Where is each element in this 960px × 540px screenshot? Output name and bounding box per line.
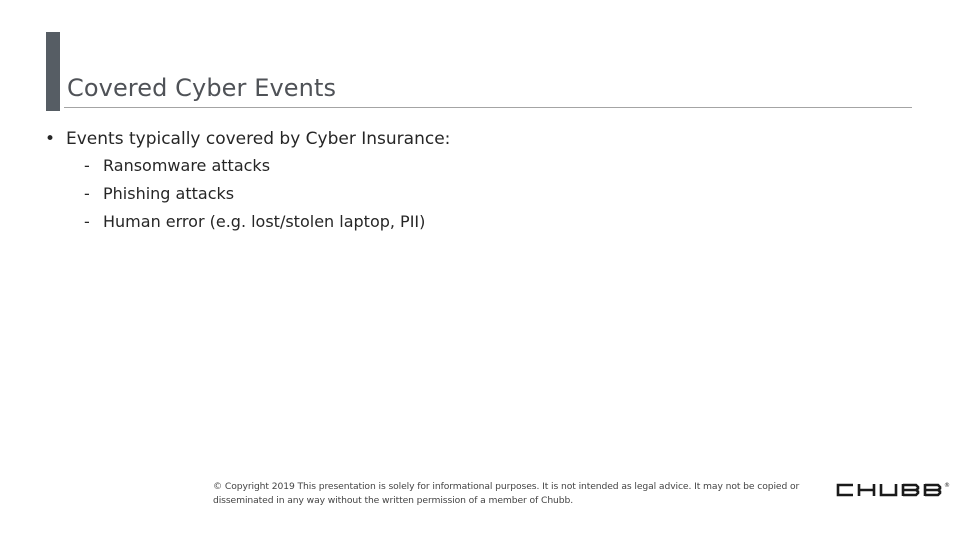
sub-marker: - [84, 212, 90, 231]
registered-mark: ® [944, 482, 950, 489]
title-divider [64, 107, 912, 108]
chubb-logo [834, 478, 952, 500]
copyright-notice [213, 480, 800, 508]
title-accent-bar [46, 32, 60, 111]
sub-marker: - [84, 184, 90, 203]
copyright-line-1: © Copyright 2019 This presentation is solely for informational purposes. It is not intended as legal advice. It may not be copied or [213, 481, 800, 492]
sub-item-text: Ransomware attacks [103, 156, 271, 175]
sub-marker: - [84, 156, 90, 175]
copyright-line-2: disseminated in any way without the written permission of a member of Chubb. [213, 495, 574, 506]
bullet-marker: • [45, 129, 56, 149]
sub-item-text: Phishing attacks [103, 184, 235, 203]
slide-title: Covered Cyber Events [67, 74, 337, 102]
bullet-text: Events typically covered by Cyber Insurance: [66, 129, 451, 149]
sub-item-text: Human error (e.g. lost/stolen laptop, PII) [103, 212, 426, 231]
